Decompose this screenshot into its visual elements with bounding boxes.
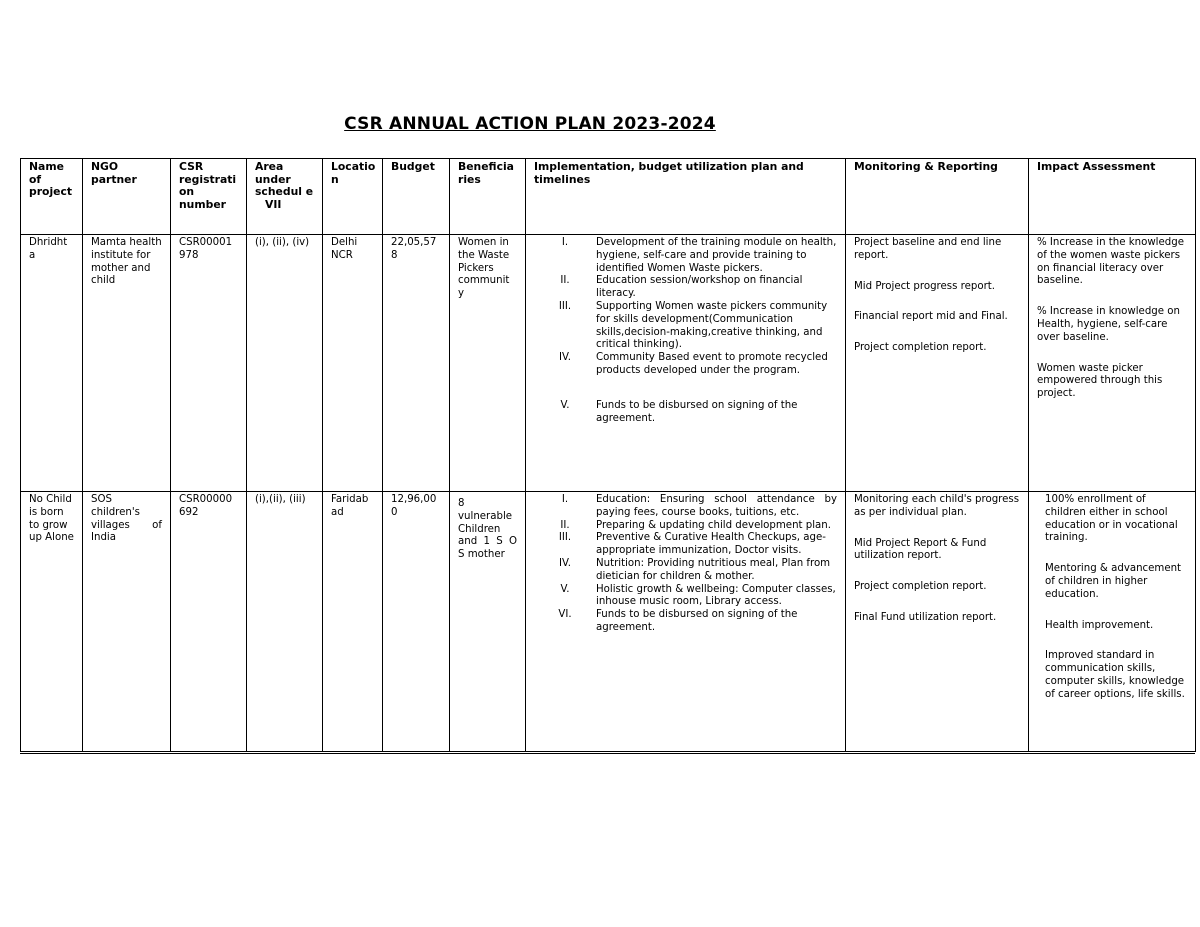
cell-impact [1029,235,1196,492]
impact-item: Mentoring & advancement of children in higher education. [1045,563,1182,600]
impact-item: 100% enrollment of children either in school education or in vocational training. [1045,494,1178,544]
cell-name: Dhridht a [21,235,83,492]
header-location: Locatio n [323,159,383,235]
cell-monitoring [846,235,1029,492]
cell-beneficiaries: Women in the Waste Pickers communit y [450,235,526,492]
cell-location: Delhi NCR [323,235,383,492]
monitoring-item: Project baseline and end line report. [854,237,1002,261]
implementation-item: V. Funds to be disbursed on signing of the agreement. [560,399,798,424]
implementation-item: IV. Nutrition: Providing nutritious meal, Plan from dietician for children & mother. [559,557,831,582]
table-row [21,492,1196,752]
header-name: Name of project [21,159,83,235]
header-monitoring: Monitoring & Reporting [846,159,1029,235]
cell-budget: 22,05,57 8 [383,235,450,492]
cell-area: (i),(ii), (iii) [247,492,323,752]
cell-location: Faridab ad [323,492,383,752]
monitoring-item: Financial report mid and Final. [854,311,1008,323]
cell-beneficiaries: 8 vulnerable Children and 1 S O S mother [450,492,526,752]
cell-monitoring [846,492,1029,752]
cell-name: No Child is born to grow up Alone [21,492,83,752]
monitoring-item: Project completion report. [854,342,987,354]
page-title: CSR ANNUAL ACTION PLAN 2023-2024 [344,114,716,134]
monitoring-item: Monitoring each child's progress as per individual plan. [854,494,1020,518]
table-header-row [21,159,1196,235]
implementation-item: III. Preventive & Curative Health Checkups, age-appropriate immunization, Doctor visits. [558,532,826,557]
implementation-item: I. Education: Ensuring school attendance by paying fees, course books, tuitions, etc. [561,494,837,518]
table-row [21,235,1196,492]
monitoring-item: Mid Project progress report. [854,280,995,292]
impact-item: % Increase in the knowledge of the women waste pickers on financial literacy over baseline. [1037,237,1184,287]
cell-area: (i), (ii), (iv) [247,235,323,492]
header-area-label: Area under schedul e [255,160,314,199]
impact-item: % Increase in knowledge on Health, hygiene, self-care over baseline. [1037,306,1180,343]
cell-csr: CSR00000 692 [171,492,247,752]
cell-ngo: Mamta health institute for mother and child [83,235,171,492]
header-area-sub: VII [265,197,282,211]
monitoring-item: Mid Project Report & Fund utilization report. [854,537,987,562]
implementation-item: III. Supporting Women waste pickers community for skills development(Communication skills,decision-making,creative thinking, and critical thinking). [558,300,828,351]
cell-ngo: SOS children's villages of India [83,492,171,752]
impact-item: Improved standard in communication skills, computer skills, knowledge of career options, life skills. [1045,650,1185,700]
header-beneficiaries: Beneficia ries [450,159,526,235]
header-ngo: NGO partner [83,159,171,235]
cell-csr: CSR00001 978 [171,235,247,492]
impact-item: Women waste picker empowered through this project. [1037,362,1163,400]
implementation-item: IV. Community Based event to promote recycled products developed under the program. [559,352,828,376]
monitoring-item: Final Fund utilization report. [854,611,997,623]
action-plan-table [20,158,1196,752]
implementation-item: V. Holistic growth & wellbeing: Computer classes, inhouse music room, Library access. [560,583,836,608]
header-area [247,159,323,235]
impact-item: Health improvement. [1045,619,1154,631]
header-csr: CSR registrati on number [171,159,247,235]
cell-implementation [526,235,846,492]
header-impact: Impact Assessment [1029,159,1196,235]
implementation-item: II. Preparing & updating child development plan. [560,519,831,531]
cell-budget: 12,96,00 0 [383,492,450,752]
monitoring-item: Project completion report. [854,581,987,593]
header-budget: Budget [383,159,450,235]
table-bottom-rule [20,753,1195,754]
cell-impact [1029,492,1196,752]
implementation-item: II. Education session/workshop on financial literacy. [560,275,803,300]
header-implementation: Implementation, budget utilization plan and timelines [526,159,846,235]
implementation-item: VI. Funds to be disbursed on signing of the agreement. [558,609,798,633]
cell-implementation [526,492,846,752]
implementation-item: I. Development of the training module on health, hygiene, self-care and provide training to identified Women Waste pickers. [561,237,837,274]
